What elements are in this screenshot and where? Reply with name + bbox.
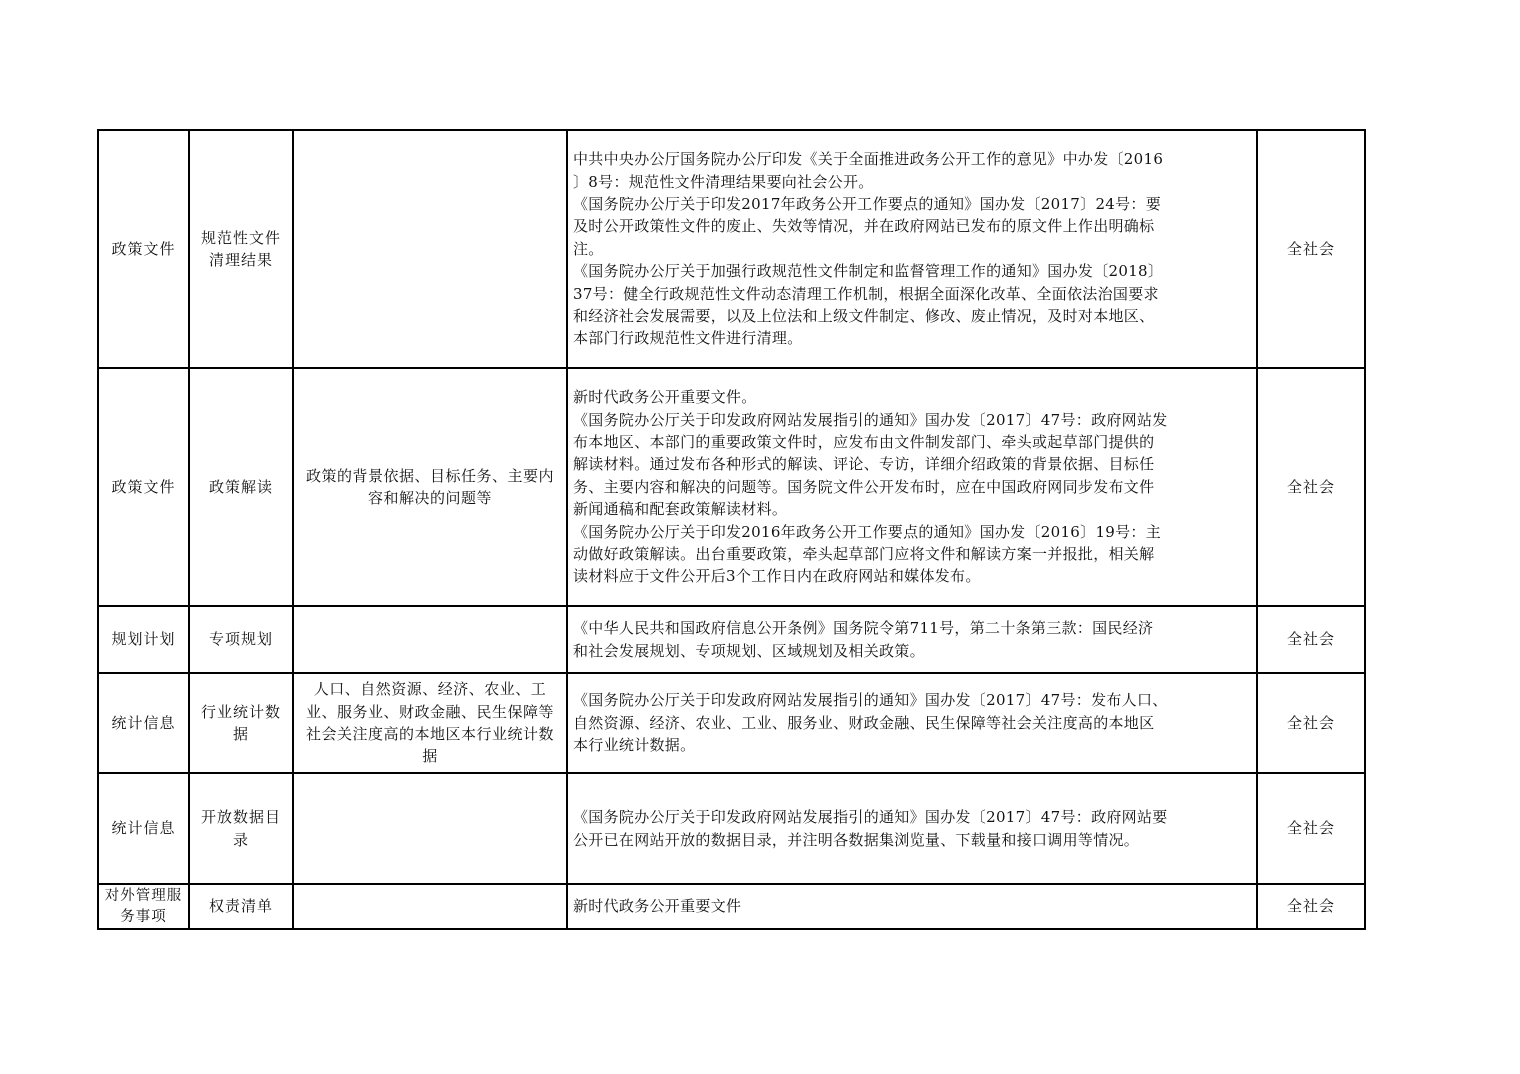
basis-cell (567, 368, 1257, 606)
basis-line: 《中华人民共和国政府信息公开条例》国务院令第711号，第二十条第三款：国民经济 (573, 619, 1154, 638)
basis-line: 公开已在网站开放的数据目录，并注明各数据集浏览量、下载量和接口调用等情况。 (573, 830, 1140, 849)
category-cell: 统计信息 (98, 673, 189, 773)
basis-line: 新时代政务公开重要文件 (573, 897, 742, 916)
content-cell: 人口、自然资源、经济、农业、工业、服务业、财政金融、民生保障等社会关注度高的本地区本行业统计数据 (293, 673, 567, 773)
disclosure-table-page (97, 129, 1364, 930)
table-row (98, 368, 1365, 606)
basis-line: 和社会发展规划、专项规划、区域规划及相关政策。 (573, 641, 925, 660)
basis-line: 务、主要内容和解决的问题等。国务院文件公开发布时，应在中国政府网同步发布文件 (573, 477, 1155, 496)
basis-line: 中共中央办公厅国务院办公厅印发《关于全面推进政务公开工作的意见》中办发〔2016 (573, 150, 1164, 169)
basis-line: 《国务院办公厅关于印发2017年政务公开工作要点的通知》国办发〔2017〕24号：要 (573, 194, 1162, 213)
basis-line: 《国务院办公厅关于印发政府网站发展指引的通知》国办发〔2017〕47号：发布人口、 (573, 691, 1168, 710)
basis-line: 《国务院办公厅关于加强行政规范性文件制定和监督管理工作的通知》国办发〔2018〕 (573, 262, 1164, 281)
basis-line: 37号：健全行政规范性文件动态清理工作机制，根据全面深化改革、全面依法治国要求 (573, 284, 1159, 303)
item-cell: 专项规划 (189, 606, 293, 673)
item-cell: 权责清单 (189, 884, 293, 929)
basis-line: 读材料应于文件公开后3个工作日内在政府网站和媒体发布。 (573, 567, 981, 586)
scope-cell: 全社会 (1257, 773, 1365, 884)
scope-cell: 全社会 (1257, 130, 1365, 368)
basis-line: 《国务院办公厅关于印发政府网站发展指引的通知》国办发〔2017〕47号：政府网站发 (573, 410, 1168, 429)
basis-line: 动做好政策解读。出台重要政策，牵头起草部门应将文件和解读方案一并报批，相关解 (573, 545, 1155, 564)
basis-line: 和经济社会发展需要，以及上位法和上级文件制定、修改、废止情况，及时对本地区、 (573, 307, 1155, 326)
table-row (98, 673, 1365, 773)
basis-cell (567, 130, 1257, 368)
basis-cell (567, 673, 1257, 773)
item-cell: 政策解读 (189, 368, 293, 606)
basis-cell (567, 606, 1257, 673)
scope-cell: 全社会 (1257, 606, 1365, 673)
item-cell: 行业统计数据 (189, 673, 293, 773)
basis-line: 解读材料。通过发布各种形式的解读、评论、专访，详细介绍政策的背景依据、目标任 (573, 455, 1155, 474)
table-row (98, 773, 1365, 884)
basis-line: 新时代政务公开重要文件。 (573, 388, 757, 407)
category-cell: 政策文件 (98, 368, 189, 606)
category-cell: 对外管理服务事项 (98, 884, 189, 929)
basis-line: 本部门行政规范性文件进行清理。 (573, 329, 803, 348)
content-cell (293, 884, 567, 929)
disclosure-table (97, 129, 1366, 930)
basis-cell (567, 884, 1257, 929)
basis-cell (567, 773, 1257, 884)
basis-line: 新闻通稿和配套政策解读材料。 (573, 500, 788, 519)
basis-line: 〕8号：规范性文件清理结果要向社会公开。 (573, 172, 874, 191)
basis-line: 布本地区、本部门的重要政策文件时，应发布由文件制发部门、牵头或起草部门提供的 (573, 432, 1155, 451)
basis-line: 自然资源、经济、农业、工业、服务业、财政金融、民生保障等社会关注度高的本地区 (573, 713, 1155, 732)
category-cell: 政策文件 (98, 130, 189, 368)
category-cell: 统计信息 (98, 773, 189, 884)
basis-line: 《国务院办公厅关于印发2016年政务公开工作要点的通知》国办发〔2016〕19号：主 (573, 522, 1162, 541)
scope-cell: 全社会 (1257, 673, 1365, 773)
basis-line: 及时公开政策性文件的废止、失效等情况，并在政府网站已发布的原文件上作出明确标 (573, 217, 1155, 236)
content-cell (293, 130, 567, 368)
table-row (98, 884, 1365, 929)
item-cell: 开放数据目录 (189, 773, 293, 884)
basis-line: 《国务院办公厅关于印发政府网站发展指引的通知》国办发〔2017〕47号：政府网站要 (573, 808, 1168, 827)
content-cell (293, 606, 567, 673)
content-cell (293, 773, 567, 884)
scope-cell: 全社会 (1257, 884, 1365, 929)
basis-line: 注。 (573, 239, 604, 258)
table-row (98, 606, 1365, 673)
table-row (98, 130, 1365, 368)
content-cell: 政策的背景依据、目标任务、主要内容和解决的问题等 (293, 368, 567, 606)
basis-line: 本行业统计数据。 (573, 736, 696, 755)
category-cell: 规划计划 (98, 606, 189, 673)
scope-cell: 全社会 (1257, 368, 1365, 606)
item-cell: 规范性文件清理结果 (189, 130, 293, 368)
